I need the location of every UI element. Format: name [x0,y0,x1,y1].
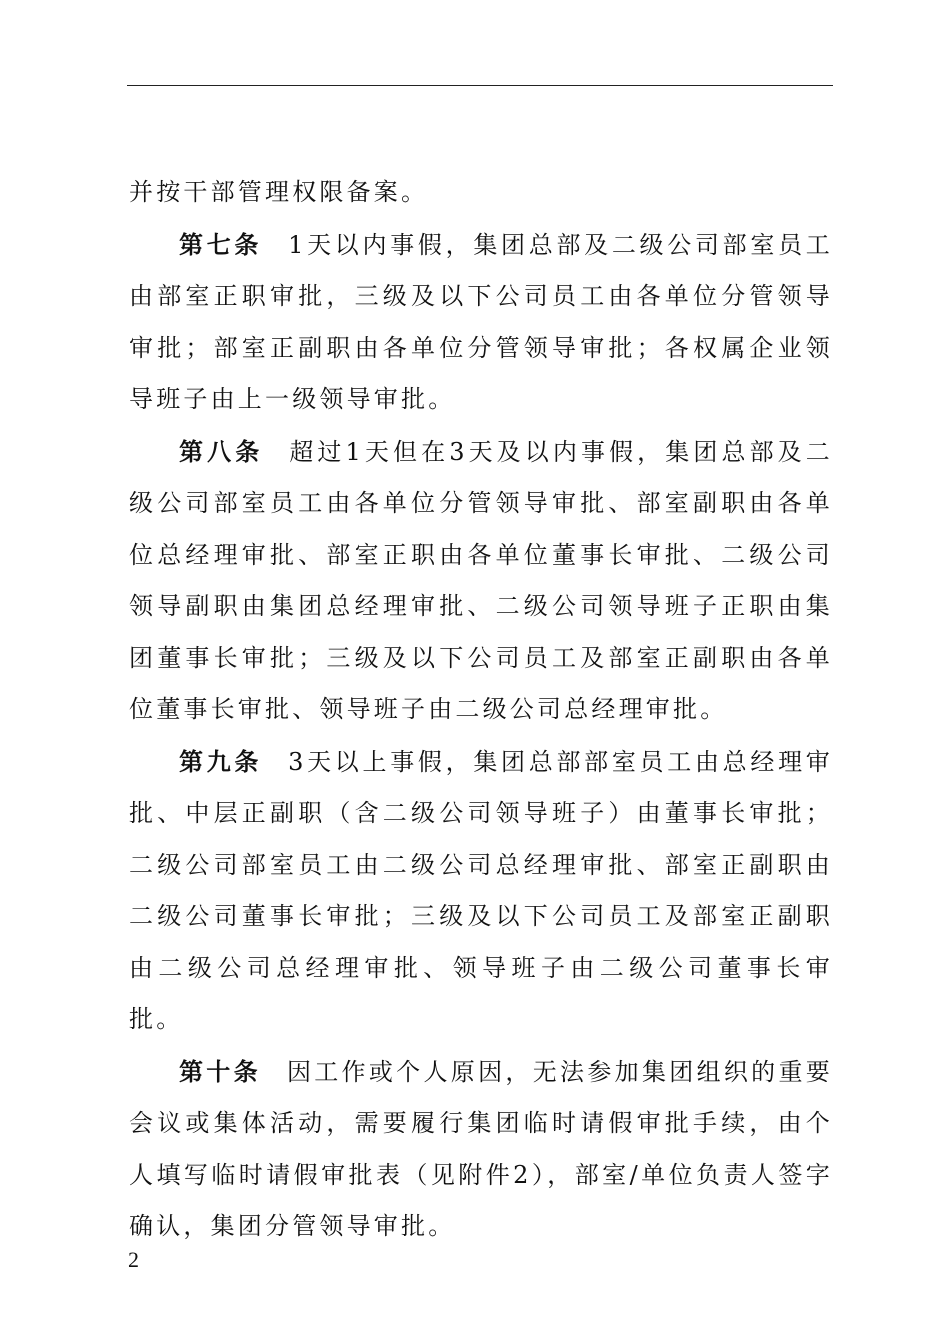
page-number: 2 [128,1247,139,1272]
article-10-label: 第十条 [179,1056,261,1086]
article-10-paragraph [129,1046,833,1253]
continued-paragraph: 并按干部管理权限备案。 [129,178,429,206]
article-9-text: 3天以上事假，集团总部部室员工由总经理审批、中层正副职（含二级公司领导班子）由董事长审批；二级公司部室员工由二级公司总经理审批、部室正副职由二级公司董事长审批；三级及以下公司员工及部室正副职由二级公司总经理审批、领导班子由二级公司董事长审批。 [129,747,833,1033]
article-9-paragraph [129,736,833,1046]
article-8-paragraph [129,426,833,736]
header-rule [127,85,833,86]
article-10-text: 因工作或个人原因，无法参加集团组织的重要会议或集体活动，需要履行集团临时请假审批手续，由个人填写临时请假审批表（见附件2），部室/单位负责人签字确认，集团分管领导审批。 [129,1057,834,1240]
article-7-text: 1天以内事假，集团总部及二级公司部室员工由部室正职审批，三级及以下公司员工由各单位分管领导审批；部室正副职由各单位分管领导审批；各权属企业领导班子由上一级领导审批。 [129,230,833,413]
article-7-label: 第七条 [179,229,263,259]
article-7-paragraph [129,219,833,426]
article-8-text: 超过1天但在3天及以内事假，集团总部及二级公司部室员工由各单位分管领导审批、部室副职由各单位总经理审批、部室正职由各单位董事长审批、二级公司领导副职由集团总经理审批、二级公司领导班子正职由集团董事长审批；三级及以下公司员工及部室正副职由各单位董事长审批、领导班子由二级公司总经理审批。 [129,437,833,723]
article-9-label: 第九条 [179,746,263,776]
document-body [129,167,833,1253]
article-8-label: 第八条 [179,436,264,466]
